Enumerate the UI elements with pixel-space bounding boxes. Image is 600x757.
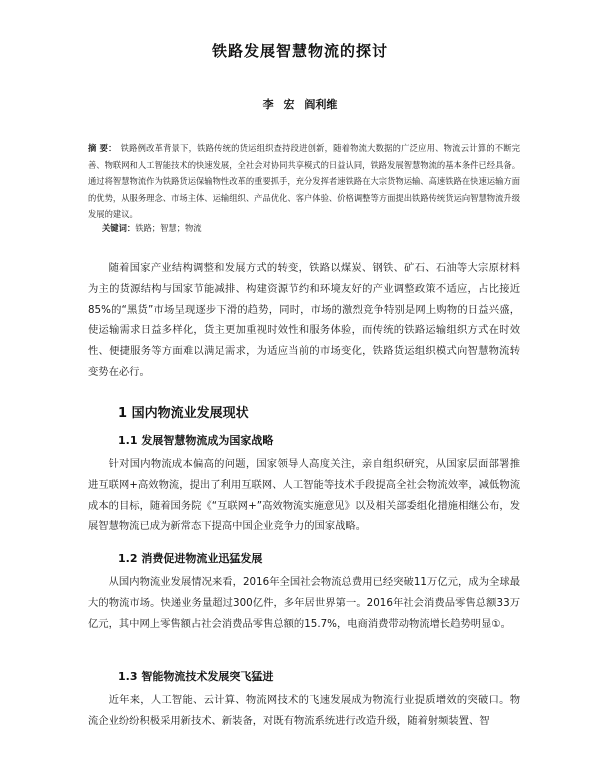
section-1-1-paragraph: 针对国内物流成本偏高的问题，国家领导人高度关注，亲自组织研究，从国家层面部署推进互联网+高效物流，提出了利用互联网、人工智能等技术手段提高全社会物流效率，减低物流成本的目标，随着国务院《“互联网+”高效物流实施意见》以及相关部委组化措施相继公布，发展智慧物流已成为新常态下提高中国企业竞争力的国家战略。 bbox=[88, 458, 520, 533]
section-1-3-paragraph: 近年来，人工智能、云计算、物流网技术的飞速发展成为物流行业提质增效的突破口。物流企业纷纷积极采用新技术、新装备，对既有物流系统进行改造升级，随着射频装置、智 bbox=[88, 694, 520, 727]
section-1-2-paragraph: 从国内物流业发展情况来看，2016年全国社会物流总费用已经突破11万亿元，成为全球最大的物流市场。快递业务量超过300亿件，多年居世界第一。2016年社会消费品零售总额33万亿元，其中网上零售额占社会消费品零售总额的15.7%，电商消费带动物流增长趋势明显①。 bbox=[88, 576, 520, 630]
abstract-label: 摘 要： bbox=[88, 143, 117, 153]
section-1-heading: 1 国内物流业发展现状 bbox=[118, 406, 249, 421]
keywords-label: 关键词： bbox=[102, 223, 136, 233]
section-1-1-heading: 1.1 发展智慧物流成为国家战略 bbox=[118, 434, 274, 447]
keywords-text: 铁路；智慧；物流 bbox=[135, 223, 202, 233]
section-1-2-heading: 1.2 消费促进物流业迅猛发展 bbox=[118, 552, 263, 565]
paper-title: 铁路发展智慧物流的探讨 bbox=[211, 42, 388, 60]
paper-authors: 李 宏 阎利维 bbox=[262, 98, 338, 111]
intro-paragraph: 随着国家产业结构调整和发展方式的转变，铁路以煤炭、钢铁、矿石、石油等大宗原材料为主的货源结构与国家节能减排、构建资源节约和环境友好的产业调整政策不适应，占比接近85%的“黑货”市场呈现逐步下滑的趋势，同时，市场的激烈竞争特别是网上购物的日益兴盛，使运输需求日益多样化，货主更加重视时效性和服务体验，而传统的铁路运输组织方式在时效性、便捷服务等方面难以满足需求，为适应当前的市场变化，铁路货运组织模式向智慧物流转变势在必行。 bbox=[88, 262, 520, 378]
keywords-block bbox=[102, 222, 522, 234]
abstract-block bbox=[88, 140, 520, 223]
section-1-3-heading: 1.3 智能物流技术发展突飞猛进 bbox=[118, 670, 274, 683]
abstract-text: 铁路例改革背景下，铁路传统的货运组织查持段进创新，随着物流大数据的广泛应用、物流云计算的不断完善、物联网和人工智能技术的快速发展，全社会对协同共享模式的日益认同，铁路发展智慧物流的基本条件已经具备。通过将智慧物流作为铁路货运保输物性改革的重要抓手，充分发挥者速铁路在大宗货物运输、高速铁路在快速运输方面的优势，从服务理念、市场主体、运输组织、产品优化、客户体验、价格调整等方面提出铁路传统货运向智慧物流升级发展的建议。 bbox=[88, 143, 520, 220]
